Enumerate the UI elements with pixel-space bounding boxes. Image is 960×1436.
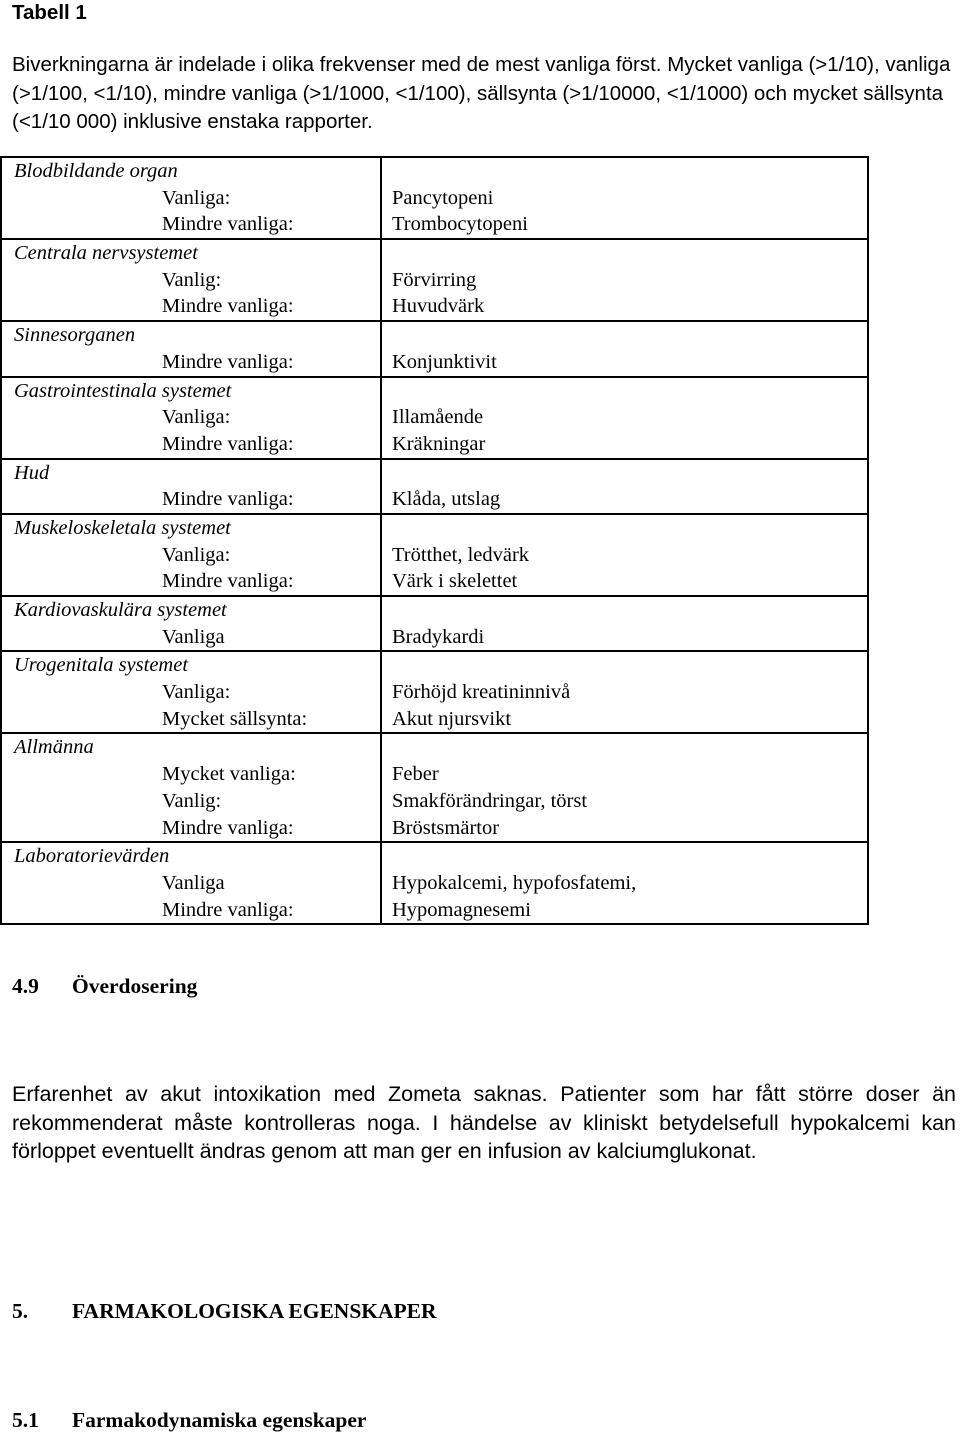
organ-category: Urogenitala systemet [14,654,189,677]
table-row [1,459,868,514]
organ-frequency-cell [1,321,381,376]
effect-spacer [392,158,867,185]
adverse-effect: Pancytopeni [392,186,494,209]
effect-spacer [392,378,867,405]
adverse-effects-table-body [1,157,868,924]
adverse-effect: Trombocytopeni [392,213,528,236]
frequency-label: Mindre vanliga: [162,898,294,921]
organ-category: Blodbildande organ [14,160,178,182]
organ-category: Centrala nervsystemet [14,242,198,265]
frequency-label: Mindre vanliga: [162,295,294,318]
adverse-effect: Hypokalcemi, hypofosfatemi, [392,871,637,894]
organ-category: Sinnesorganen [14,324,136,347]
effect-cell [381,459,868,514]
organ-category: Allmänna [14,736,94,759]
section-5-1-heading [12,1407,366,1434]
adverse-effect: Förvirring [392,268,477,291]
section-title: FARMAKOLOGISKA EGENSKAPER [72,1299,437,1323]
frequency-label: Vanliga [162,871,225,894]
adverse-effects-table [0,156,869,925]
frequency-label: Vanlig: [162,789,222,812]
adverse-effect: Illamående [392,406,484,429]
frequency-label: Mindre vanliga: [162,816,294,839]
organ-category: Laboratorievärden [14,845,170,868]
frequency-label: Vanliga: [162,186,231,209]
frequency-label: Mindre vanliga: [162,213,294,236]
adverse-effect: Kräkningar [392,432,486,455]
organ-frequency-cell [1,157,381,239]
section-5-heading [12,1298,437,1325]
organ-frequency-cell [1,514,381,596]
effect-cell [381,842,868,924]
table-row [1,157,868,239]
organ-frequency-cell [1,733,381,842]
section-title: Farmakodynamiska egenskaper [72,1408,367,1432]
frequency-label: Vanliga: [162,543,231,566]
organ-frequency-cell [1,596,381,651]
organ-frequency-cell [1,377,381,459]
frequency-label: Vanliga: [162,681,231,704]
effect-spacer [392,515,867,542]
effect-spacer [392,843,867,870]
adverse-effect: Klåda, utslag [392,488,501,511]
organ-frequency-cell [1,651,381,733]
table-row [1,377,868,459]
table-label: Tabell 1 [12,1,87,24]
frequency-label: Mindre vanliga: [162,432,294,455]
organ-category: Muskeloskeletala systemet [14,516,231,539]
effect-cell [381,651,868,733]
effect-cell [381,321,868,376]
effect-spacer [392,734,867,761]
effect-cell [381,239,868,321]
organ-frequency-cell [1,459,381,514]
table-row [1,321,868,376]
effect-spacer [392,597,867,624]
overdose-paragraph: Erfarenhet av akut intoxikation med Zometa saknas. Patienter som har fått större doser än rekommenderat måste kontrolleras noga. I händelse av kliniskt betydelsefull hypokalcemi kan förloppet eventuellt ändras genom att man ger en infusion av kalciumglukonat. [12,1082,956,1164]
frequency-label: Vanliga: [162,406,231,429]
frequency-label: Mindre vanliga: [162,570,294,593]
organ-frequency-cell [1,842,381,924]
table-row [1,239,868,321]
organ-category: Gastrointestinala systemet [14,379,232,402]
intro-paragraph: Biverkningarna är indelade i olika frekvenser med de mest vanliga först. Mycket vanliga (>1/10), vanliga (>1/100, <1/10), mindre vanliga (>1/1000, <1/100), sällsynta (>1/10000, <1/1000) och mycket sällsynta (<1/10 000) inklusive enstaka rapporter. [12,53,951,133]
frequency-label: Mindre vanliga: [162,488,294,511]
frequency-label: Mindre vanliga: [162,350,294,373]
frequency-label: Vanlig: [162,268,222,291]
adverse-effect: Bradykardi [392,625,485,648]
table-row [1,651,868,733]
section-4-9-heading [12,973,197,1000]
adverse-effect: Akut njursvikt [392,707,512,730]
adverse-effect: Feber [392,763,439,786]
effect-spacer [392,652,867,679]
frequency-label: Mycket sällsynta: [162,707,308,730]
frequency-label: Mycket vanliga: [162,763,296,786]
effect-cell [381,733,868,842]
adverse-effect: Konjunktivit [392,350,497,373]
adverse-effect: Hypomagnesemi [392,898,531,921]
effect-cell [381,377,868,459]
adverse-effect: Smakförändringar, törst [392,789,588,812]
effect-spacer [392,460,867,487]
organ-category: Hud [14,461,50,484]
adverse-effect: Värk i skelettet [392,570,518,593]
table-row [1,733,868,842]
effect-cell [381,514,868,596]
effect-spacer [392,240,867,267]
frequency-label: Vanliga [162,625,225,648]
table-row [1,596,868,651]
organ-category: Kardiovaskulära systemet [14,599,227,621]
table-row [1,514,868,596]
effect-cell [381,157,868,239]
table-row [1,842,868,924]
effect-spacer [392,322,867,349]
section-number: 5.1 [12,1408,39,1432]
section-title: Överdosering [72,974,198,998]
adverse-effect: Huvudvärk [392,295,485,318]
adverse-effect: Förhöjd kreatininnivå [392,681,571,704]
adverse-effect: Trötthet, ledvärk [392,543,530,566]
section-number: 4.9 [12,974,39,998]
section-number: 5. [12,1299,29,1323]
organ-frequency-cell [1,239,381,321]
effect-cell [381,596,868,651]
adverse-effect: Bröstsmärtor [392,816,500,839]
